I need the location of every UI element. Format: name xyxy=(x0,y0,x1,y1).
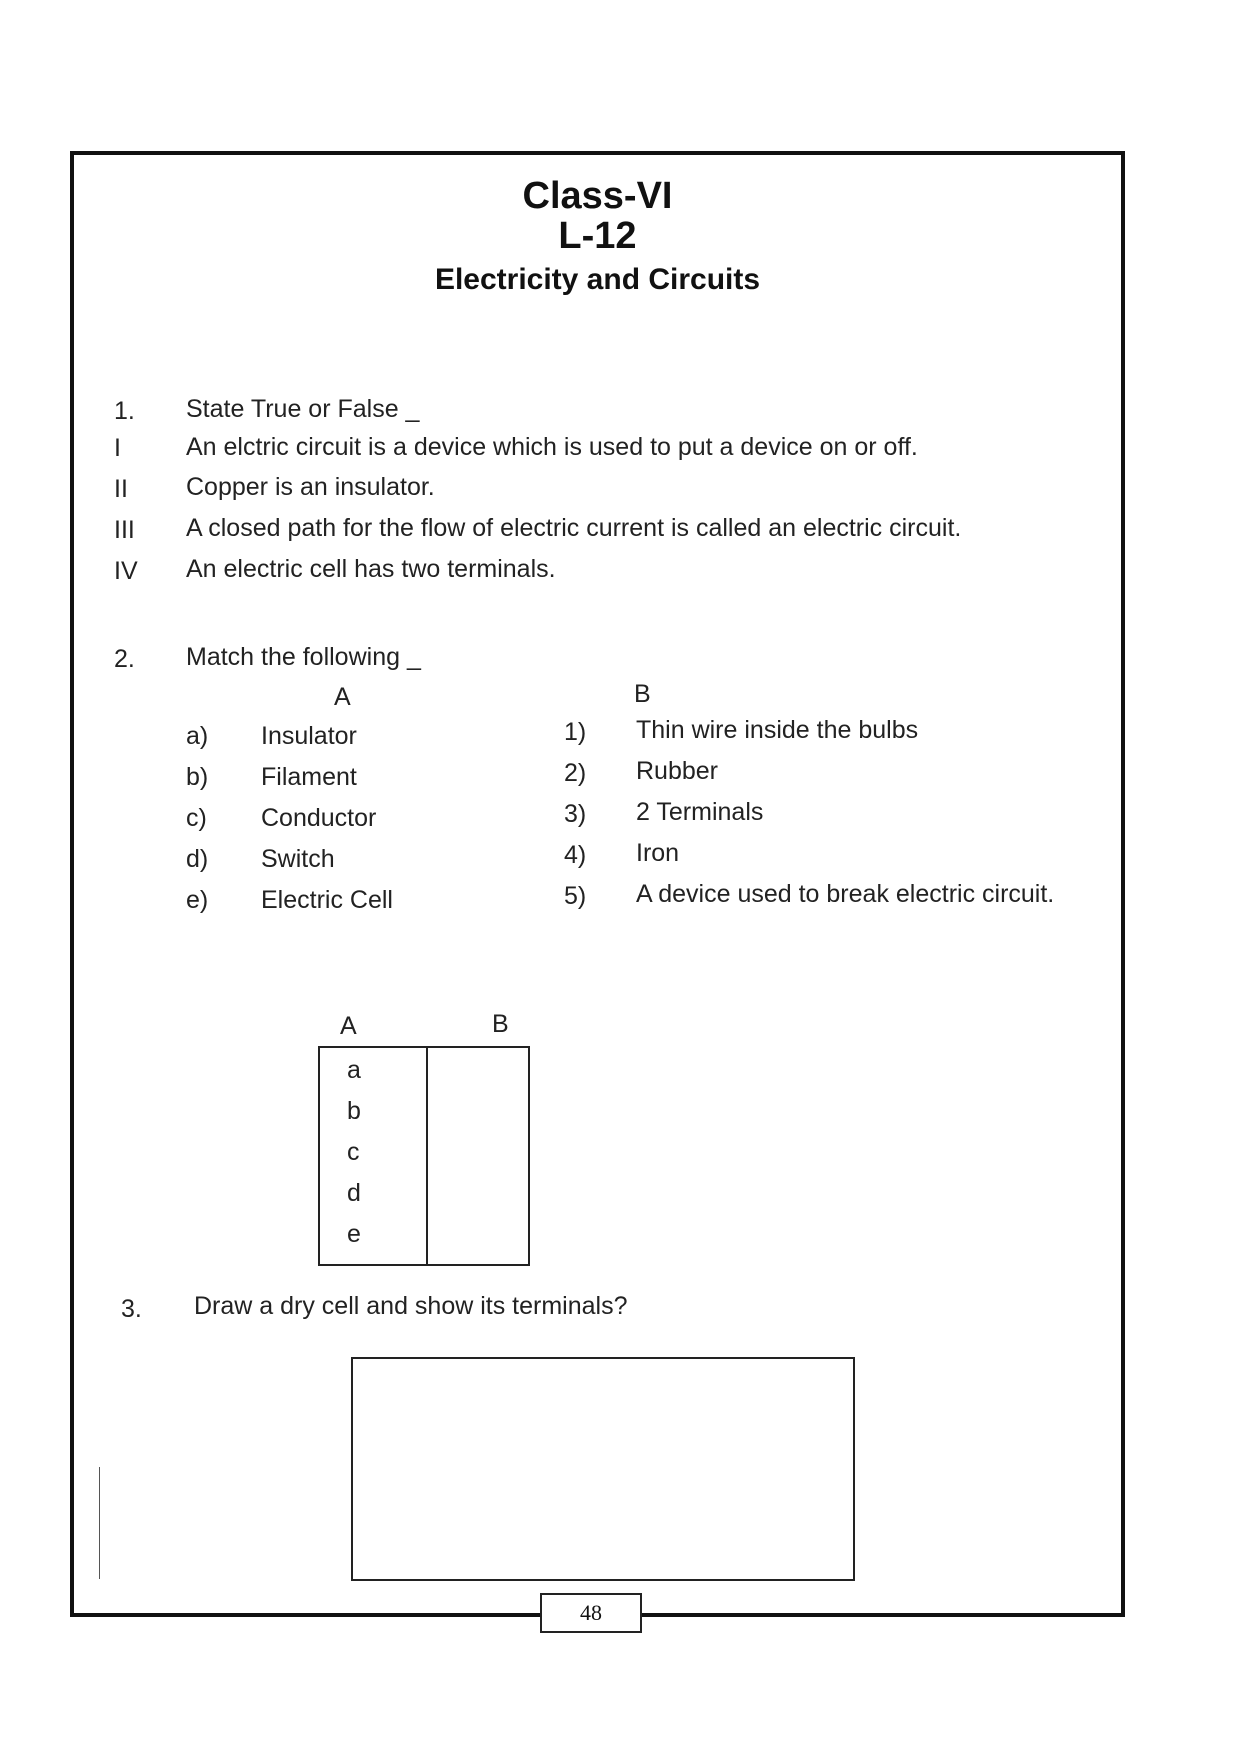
item-label: II xyxy=(114,475,128,503)
question-prompt: State True or False _ xyxy=(186,395,420,423)
question-prompt: Draw a dry cell and show its terminals? xyxy=(194,1292,628,1320)
item-text: A closed path for the flow of electric current is called an electric circuit. xyxy=(186,514,962,542)
match-a-text: Electric Cell xyxy=(261,886,393,914)
worksheet-frame xyxy=(70,151,1125,1617)
subject-title: Electricity and Circuits xyxy=(434,263,761,296)
question-number: 1. xyxy=(114,397,135,425)
match-a-label: c) xyxy=(186,804,207,832)
answer-row-label: b xyxy=(347,1097,361,1125)
lesson-title: L-12 xyxy=(558,215,637,257)
match-b-text: Iron xyxy=(636,839,680,867)
item-label: I xyxy=(114,434,121,462)
match-b-label: 4) xyxy=(564,841,587,869)
answer-row-label: a xyxy=(347,1056,361,1084)
margin-line xyxy=(99,1467,100,1579)
match-b-text: 2 Terminals xyxy=(636,798,764,826)
match-a-label: a) xyxy=(186,722,209,750)
match-b-text: A device used to break electric circuit. xyxy=(636,880,1055,908)
match-b-label: 2) xyxy=(564,759,587,787)
question-number: 2. xyxy=(114,645,135,673)
match-a-text: Filament xyxy=(261,763,357,791)
match-a-label: d) xyxy=(186,845,209,873)
item-label: IV xyxy=(114,557,138,585)
item-text: Copper is an insulator. xyxy=(186,473,435,501)
match-a-text: Insulator xyxy=(261,722,357,750)
drawing-answer-box xyxy=(351,1357,855,1581)
answer-row-label: d xyxy=(347,1179,361,1207)
answer-row-label: c xyxy=(347,1138,360,1166)
answer-table-header-a: A xyxy=(340,1012,357,1040)
match-b-label: 3) xyxy=(564,800,587,828)
page-number: 48 xyxy=(540,1593,642,1633)
match-a-label: e) xyxy=(186,886,209,914)
match-a-text: Conductor xyxy=(261,804,377,832)
column-b-header: B xyxy=(634,680,651,708)
match-b-label: 5) xyxy=(564,882,587,910)
match-b-text: Rubber xyxy=(636,757,718,785)
answer-table-header-b: B xyxy=(492,1010,509,1038)
match-a-label: b) xyxy=(186,763,209,791)
match-b-label: 1) xyxy=(564,718,587,746)
item-label: III xyxy=(114,516,135,544)
match-a-text: Switch xyxy=(261,845,335,873)
question-prompt: Match the following _ xyxy=(186,643,421,671)
answer-table xyxy=(318,1046,530,1266)
item-text: An electric cell has two terminals. xyxy=(186,555,556,583)
class-title: Class-VI xyxy=(522,175,673,217)
answer-row-label: e xyxy=(347,1220,361,1248)
answer-table-divider xyxy=(426,1048,428,1264)
question-number: 3. xyxy=(121,1295,142,1323)
column-a-header: A xyxy=(334,683,351,711)
item-text: An elctric circuit is a device which is used to put a device on or off. xyxy=(186,433,918,461)
match-b-text: Thin wire inside the bulbs xyxy=(636,716,919,744)
